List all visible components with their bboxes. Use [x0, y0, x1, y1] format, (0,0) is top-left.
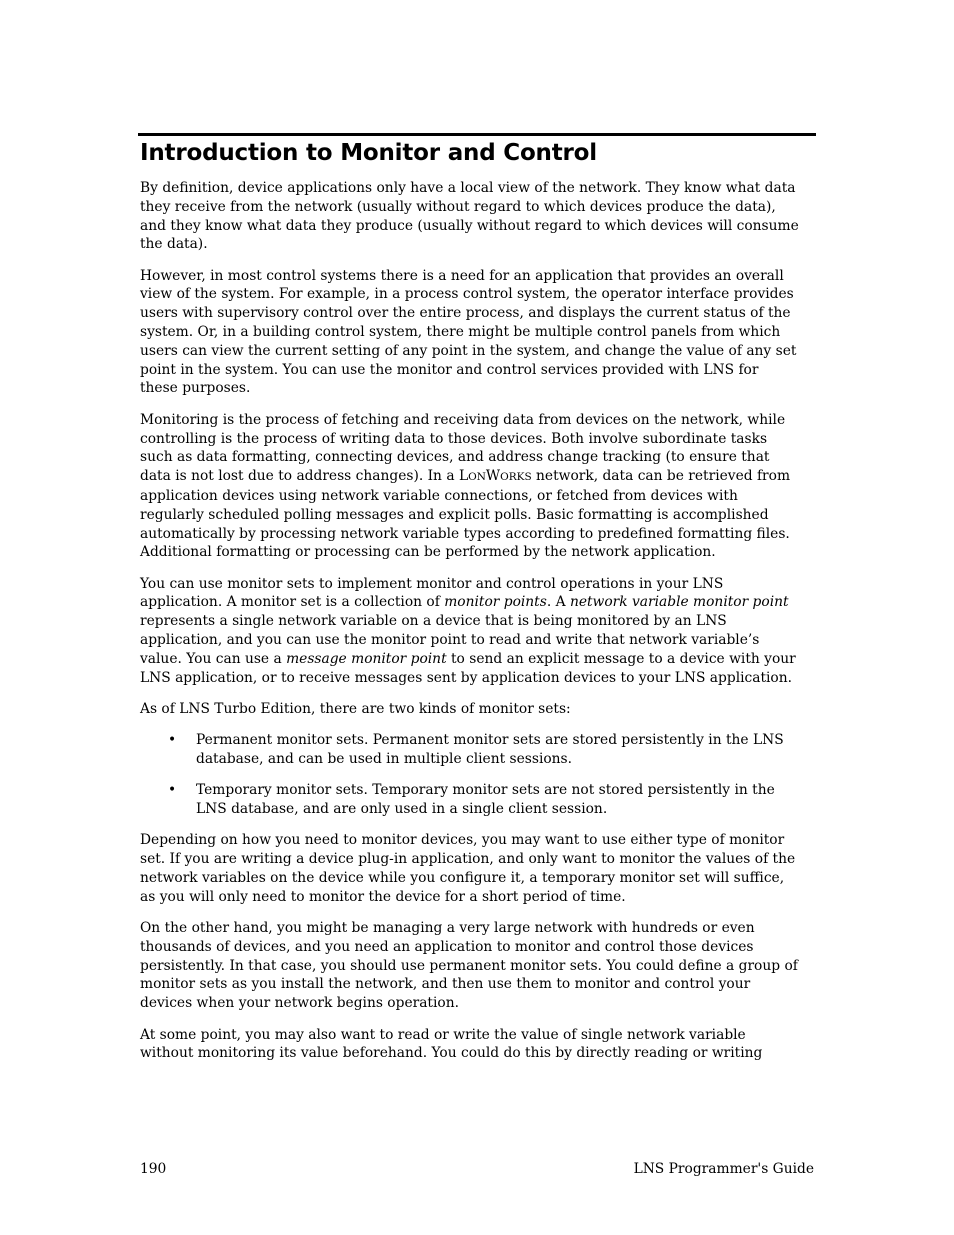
term-message-monitor-point: message monitor point: [286, 650, 447, 667]
paragraph-direct-read-write: At some point, you may also want to read or write the value of single network variable without monitoring its value beforehand. You could do this by directly reading or writing: [140, 1026, 763, 1062]
term-monitor-points: monitor points: [444, 594, 547, 611]
paragraph-device-view: By definition, device applications only have a local view of the network. They know what data they receive from the network (usually without regard to which devices produce the data), and they know what data they produce (usually without regard to which devices will consume the data).: [140, 180, 799, 253]
bullet-marker: •: [168, 732, 177, 749]
list-item: • Permanent monitor sets. Permanent monitor sets are stored persistently in the LNS database, and can be used in multiple client sessions.: [168, 732, 784, 768]
page-number: 190: [140, 1161, 167, 1177]
monitoring-text-before: Monitoring is the process of fetching and receiving data from devices on the network, while controlling is the process of writing data to those devices. Both involve subordinate tasks such as data formatting, connecting devices, and address change tracking (to ensure that data is not lost due to address changes). In a: [140, 411, 786, 485]
list-item: • Temporary monitor sets. Temporary monitor sets are not stored persistently in the LNS database, and are only used in a single client session.: [168, 782, 775, 818]
bullet-marker: •: [168, 782, 177, 799]
monitoring-text-after: network, data can be retrieved from application devices using network variable connections, or fetched from devices with regularly scheduled polling messages and explicit polls. Basic formatting is accomplished automatically by processing network variable types according to predefined formatting files. Additional formatting or processing can be performed by the network application.: [140, 468, 791, 561]
paragraph-choosing-type: Depending on how you need to monitor devices, you may want to use either type of monitor set. If you are writing a device plug-in application, and only want to monitor the values of the network variables on the device while you configure it, a temporary monitor set will suffice, as you will only need to monitor the device for a short period of time.: [140, 832, 796, 905]
paragraph-overall-view: However, in most control systems there is a need for an application that provides an overall view of the system. For example, in a process control system, the operator interface provides users with supervisory control over the entire process, and displays the current status of the system. Or, in a building control system, there might be multiple control panels from which users can view the current setting of any point in the system, and change the value of any set point in the system. You can use the monitor and control services provided with LNS for these purposes.: [140, 267, 797, 397]
paragraph-monitoring-definition: [140, 411, 800, 562]
book-title: LNS Programmer's Guide: [633, 1161, 814, 1177]
lonworks-brand: LONWORKS: [458, 468, 532, 485]
paragraph-large-network: On the other hand, you might be managing a very large network with hundreds or even thousands of devices, and you need an application to monitor and control those devices persistently. In that case, you should use permanent monitor sets. You could define a group of monitor sets as you install the network, and then use them to monitor and control your devices when your network begins operation.: [140, 920, 798, 1012]
paragraph-kinds-intro: As of LNS Turbo Edition, there are two kinds of monitor sets:: [140, 700, 571, 717]
section-rule: [138, 133, 816, 136]
body-text: [140, 179, 800, 1076]
paragraph-monitor-sets: You can use monitor sets to implement monitor and control operations in your LNS application. A monitor set is a collection of monitor points. A network variable monitor point represents a single network variable on a device that is being monitored by an LNS application, and you can use the monitor point to read and write that network variable’s value. You can use a message monitor point to send an explicit message to a device with your LNS application, or to receive messages sent by application devices to your LNS application.: [140, 575, 796, 686]
monitor-set-kinds-list: [140, 731, 800, 819]
section-title: Introduction to Monitor and Control: [140, 140, 597, 166]
term-network-variable-monitor-point: network variable monitor point: [569, 594, 789, 611]
